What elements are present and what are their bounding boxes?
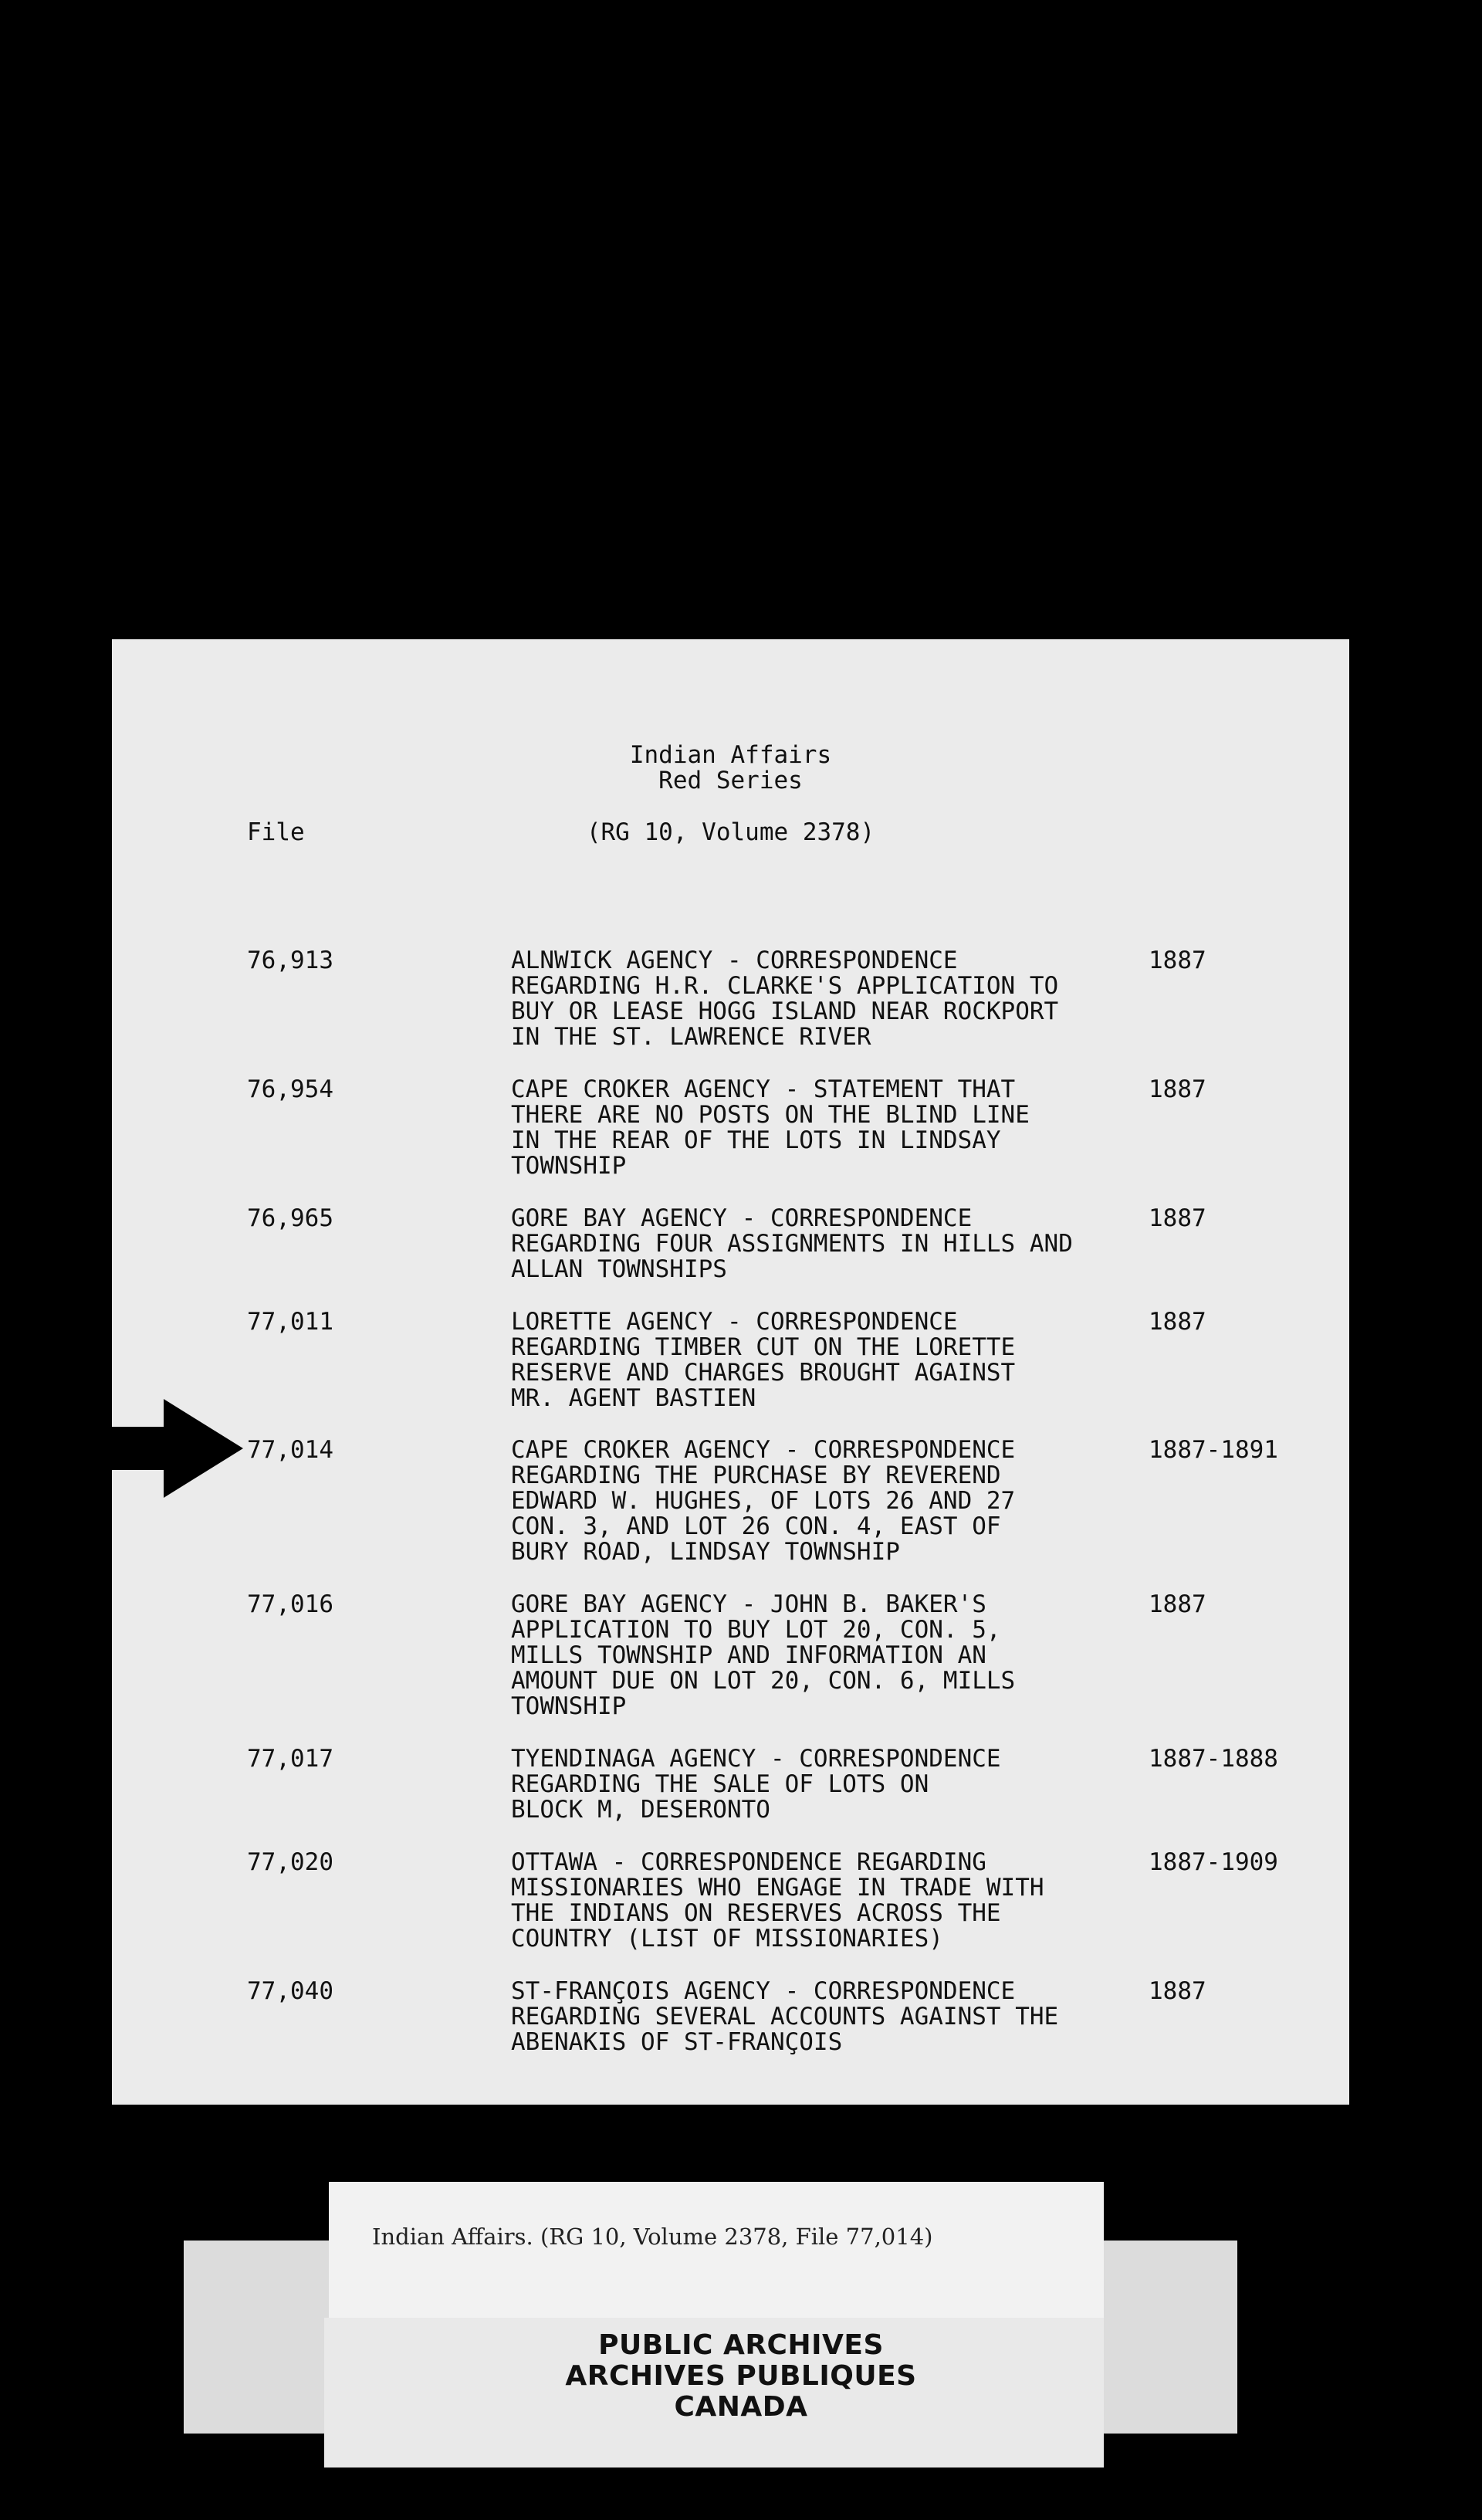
file-number: 77,020 — [247, 1848, 333, 1876]
header-series: Red Series — [658, 767, 803, 794]
file-description: CAPE CROKER AGENCY - STATEMENT THAT THERE ARE NO POSTS ON THE BLIND LINE IN THE REAR OF THE LOTS IN LINDSAY TOWNSHIP — [511, 1075, 1030, 1180]
file-description: LORETTE AGENCY - CORRESPONDENCE REGARDING TIMBER CUT ON THE LORETTE RESERVE AND CHARGES BROUGHT AGAINST MR. AGENT BASTIEN — [511, 1308, 1016, 1412]
file-number: 77,011 — [247, 1308, 333, 1336]
file-year: 1887 — [1149, 1590, 1206, 1618]
file-year: 1887 — [1149, 1204, 1206, 1232]
file-description: TYENDINAGA AGENCY - CORRESPONDENCE REGARDING THE SALE OF LOTS ON BLOCK M, DESERONTO — [511, 1745, 1001, 1824]
file-column-label: File — [247, 818, 305, 846]
file-year: 1887 — [1149, 1977, 1206, 2005]
citation-slip — [329, 2182, 1104, 2318]
file-number: 77,017 — [247, 1745, 333, 1773]
file-description: GORE BAY AGENCY - JOHN B. BAKER'S APPLICATION TO BUY LOT 20, CON. 5, MILLS TOWNSHIP AND INFORMATION AN AMOUNT DUE ON LOT 20, CON. 6, MILLS TOWNSHIP — [511, 1590, 1016, 1720]
file-description: GORE BAY AGENCY - CORRESPONDENCE REGARDING FOUR ASSIGNMENTS IN HILLS AND ALLAN TOWNSHIPS — [511, 1204, 1073, 1283]
file-year: 1887 — [1149, 1308, 1206, 1336]
file-number: 76,913 — [247, 947, 333, 974]
file-description: OTTAWA - CORRESPONDENCE REGARDING MISSIONARIES WHO ENGAGE IN TRADE WITH THE INDIANS ON RESERVES ACROSS THE COUNTRY (LIST OF MISSIONARIES) — [511, 1848, 1044, 1953]
file-year: 1887-1888 — [1149, 1745, 1278, 1773]
file-description: ST-FRANÇOIS AGENCY - CORRESPONDENCE REGARDING SEVERAL ACCOUNTS AGAINST THE ABENAKIS OF ST-FRANÇOIS — [511, 1977, 1059, 2056]
file-number: 76,965 — [247, 1204, 333, 1232]
file-number: 77,040 — [247, 1977, 333, 2005]
document-page — [112, 639, 1349, 2105]
file-year: 1887-1909 — [1149, 1848, 1278, 1876]
archives-stamp-line2: ARCHIVES PUBLIQUES — [565, 2360, 917, 2392]
file-year: 1887 — [1149, 1075, 1206, 1103]
header-title: Indian Affairs — [629, 741, 832, 769]
file-number: 77,016 — [247, 1590, 333, 1618]
archives-stamp-line3: CANADA — [674, 2391, 808, 2423]
header-volume: (RG 10, Volume 2378) — [586, 818, 875, 846]
file-description: CAPE CROKER AGENCY - CORRESPONDENCE REGARDING THE PURCHASE BY REVEREND EDWARD W. HUGHES, OF LOTS 26 AND 27 CON. 3, AND LOT 26 CON. 4, EAST OF BURY ROAD, LINDSAY TOWNSHIP — [511, 1436, 1016, 1566]
file-description: ALNWICK AGENCY - CORRESPONDENCE REGARDING H.R. CLARKE'S APPLICATION TO BUY OR LEASE HOGG ISLAND NEAR ROCKPORT IN THE ST. LAWRENCE RIVER — [511, 947, 1059, 1051]
file-year: 1887-1891 — [1149, 1436, 1278, 1464]
file-number: 77,014 — [247, 1436, 333, 1464]
citation-text: Indian Affairs. (RG 10, Volume 2378, File 77,014) — [372, 2224, 933, 2250]
file-number: 76,954 — [247, 1075, 333, 1103]
pointer-arrow-icon — [0, 1399, 243, 1498]
archives-stamp-line1: PUBLIC ARCHIVES — [598, 2329, 884, 2361]
file-year: 1887 — [1149, 947, 1206, 974]
